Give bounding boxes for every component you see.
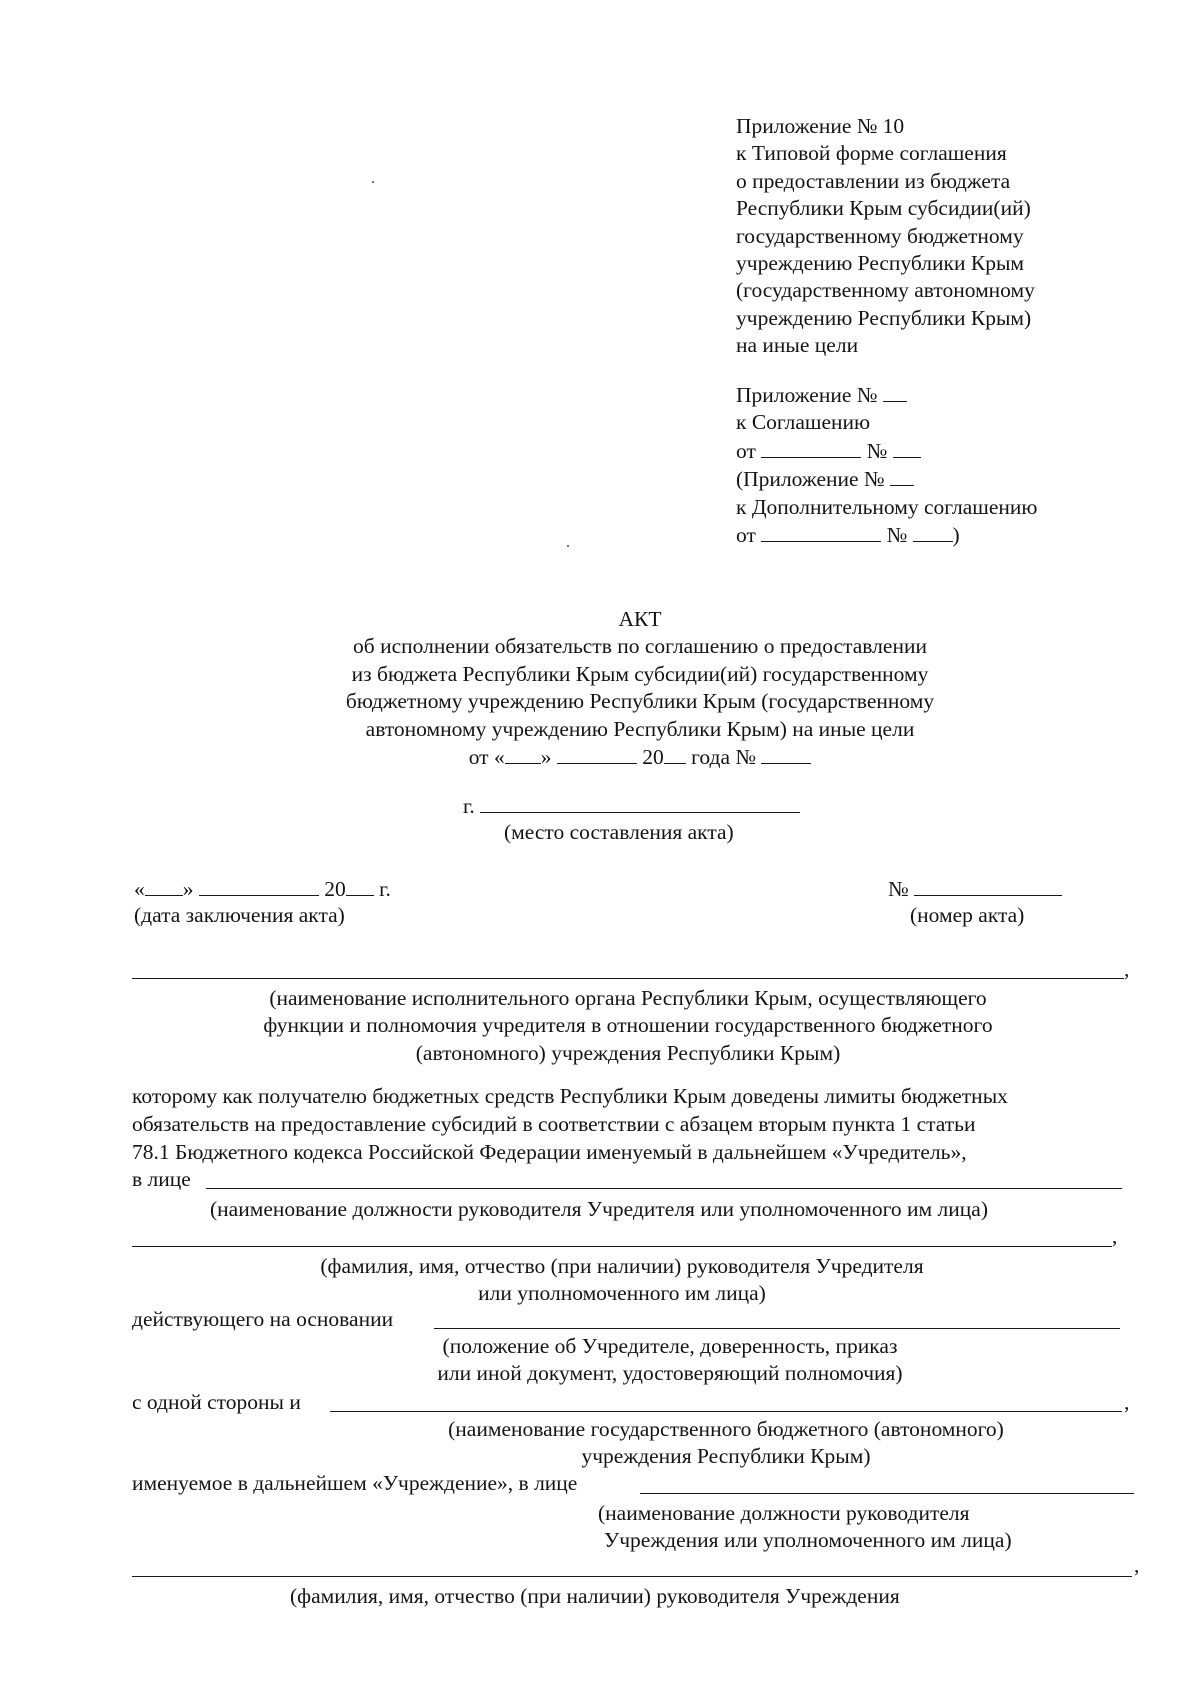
one-side-label: с одной стороны и <box>132 1390 301 1414</box>
ref-supp-agreement-label: к Дополнительному соглашению <box>736 494 1038 519</box>
institution-head-name-caption: (фамилия, имя, отчество (при наличии) руководителя Учреждения <box>290 1584 900 1608</box>
appendix-line: учреждению Республики Крым <box>736 251 1025 276</box>
act-title-line: автономному учреждению Республики Крым) на иные цели <box>365 716 915 741</box>
appendix-line: Республики Крым субсидии(ий) <box>736 196 1031 221</box>
founder-position-field[interactable] <box>206 1188 1122 1189</box>
act-title-line: из бюджета Республики Крым субсидии(ий) государственному <box>351 661 929 686</box>
institution-caption: (наименование государственного бюджетного (автономного) учреждения Республики Крым) <box>448 1417 1004 1469</box>
institution-position-field[interactable] <box>640 1493 1134 1494</box>
act-number-line: № <box>888 875 1062 904</box>
in-person-label: в лице <box>132 1167 191 1191</box>
founder-name-field[interactable] <box>132 978 1124 979</box>
appendix-header <box>736 113 1035 360</box>
institution-head-name-field[interactable] <box>132 1576 1132 1577</box>
appendix-line: на иные цели <box>736 333 859 358</box>
title-year-field[interactable] <box>664 743 686 764</box>
institution-position-caption: (наименование должности руководителя Учреждения или уполномоченного им лица) <box>598 1501 1012 1553</box>
appendix-line: к Типовой форме соглашения <box>736 141 1007 166</box>
acting-basis-caption: (положение об Учредителе, доверенность, приказ или иной документ, удостоверяющий полномочия) <box>437 1334 903 1386</box>
act-number-field[interactable] <box>914 875 1062 896</box>
ref-close-paren: ) <box>952 523 960 548</box>
agreement-number-field[interactable] <box>893 437 921 458</box>
title-number-field[interactable] <box>761 743 811 764</box>
inst-name-comma: , <box>1134 1553 1140 1577</box>
act-month-field[interactable] <box>199 875 319 896</box>
act-title-line: бюджетному учреждению Республики Крым (государственному <box>345 689 935 714</box>
act-title-line: об исполнении обязательств по соглашению о предоставлении <box>353 634 927 659</box>
founder-position-caption: (наименование должности руководителя Учредителя или уполномоченного им лица) <box>210 1197 988 1221</box>
appendix-line: (государственному автономному <box>736 278 1035 303</box>
act-date-caption: (дата заключения акта) <box>134 903 345 927</box>
appendix-number-field[interactable] <box>883 381 907 402</box>
title-month-field[interactable] <box>557 743 637 764</box>
supp-agreement-number-field[interactable] <box>913 521 953 542</box>
appendix-line: учреждению Республики Крым) <box>736 305 1032 330</box>
one-side-comma: , <box>1124 1390 1130 1414</box>
agreement-reference <box>736 381 1037 549</box>
name-comma: , <box>1112 1224 1118 1248</box>
supp-agreement-date-field[interactable] <box>761 521 881 542</box>
city-prefix: г. <box>463 794 475 818</box>
act-title-block <box>200 606 1080 771</box>
ref-appendix-label: Приложение № <box>736 383 878 407</box>
ref-from-label: от <box>736 523 756 548</box>
ref-from-label: от <box>736 438 756 463</box>
act-year-field[interactable] <box>346 875 374 896</box>
institution-name-field[interactable] <box>330 1411 1122 1412</box>
act-heading: АКТ <box>618 607 662 631</box>
scan-speck <box>372 181 374 183</box>
scan-speck <box>567 545 569 547</box>
founder-head-name-field[interactable] <box>132 1246 1112 1247</box>
place-field[interactable] <box>480 792 800 813</box>
appendix-line: Приложение № 10 <box>736 114 905 138</box>
place-line <box>463 792 800 821</box>
act-number-caption: (номер акта) <box>910 903 1025 927</box>
founder-head-name-caption: (фамилия, имя, отчество (при наличии) руководителя Учредителя или уполномоченного им лица) <box>320 1254 924 1306</box>
acting-basis-label: действующего на основании <box>132 1307 394 1331</box>
founder-paragraph: которому как получателю бюджетных средств Республики Крым доведены лимиты бюджетных обязательств на предоставление субсидий в соответствии с абзацем вторым пункта 1 статьи 78.1 Бюджетного кодекса Российской Федерации именуемый в дальнейшем «Учредитель», <box>132 1084 1008 1164</box>
supp-appendix-number-field[interactable] <box>890 465 914 486</box>
title-day-field[interactable] <box>505 743 541 764</box>
act-title-date-line: от « » 20 года № <box>200 743 1080 771</box>
founder-comma: , <box>1124 957 1130 981</box>
hereinafter-label: именуемое в дальнейшем «Учреждение», в лице <box>132 1471 578 1495</box>
place-caption: (место составления акта) <box>504 820 734 844</box>
act-date-line: « » 20 г. <box>134 877 391 901</box>
ref-agreement-label: к Соглашению <box>736 410 871 435</box>
ref-supp-appendix-label: (Приложение № <box>736 467 885 492</box>
appendix-line: государственному бюджетному <box>736 223 1024 248</box>
acting-basis-field[interactable] <box>434 1328 1120 1329</box>
agreement-date-field[interactable] <box>761 437 861 458</box>
founder-caption: (наименование исполнительного органа Республики Крым, осуществляющего функции и полномочия учредителя в отношении государственного бюджетного (автономного) учреждения Республики Крым) <box>263 986 993 1065</box>
ref-number-label: № <box>886 523 908 548</box>
appendix-line: о предоставлении из бюджета <box>736 168 1011 193</box>
act-day-field[interactable] <box>145 875 183 896</box>
ref-number-label: № <box>866 438 888 463</box>
